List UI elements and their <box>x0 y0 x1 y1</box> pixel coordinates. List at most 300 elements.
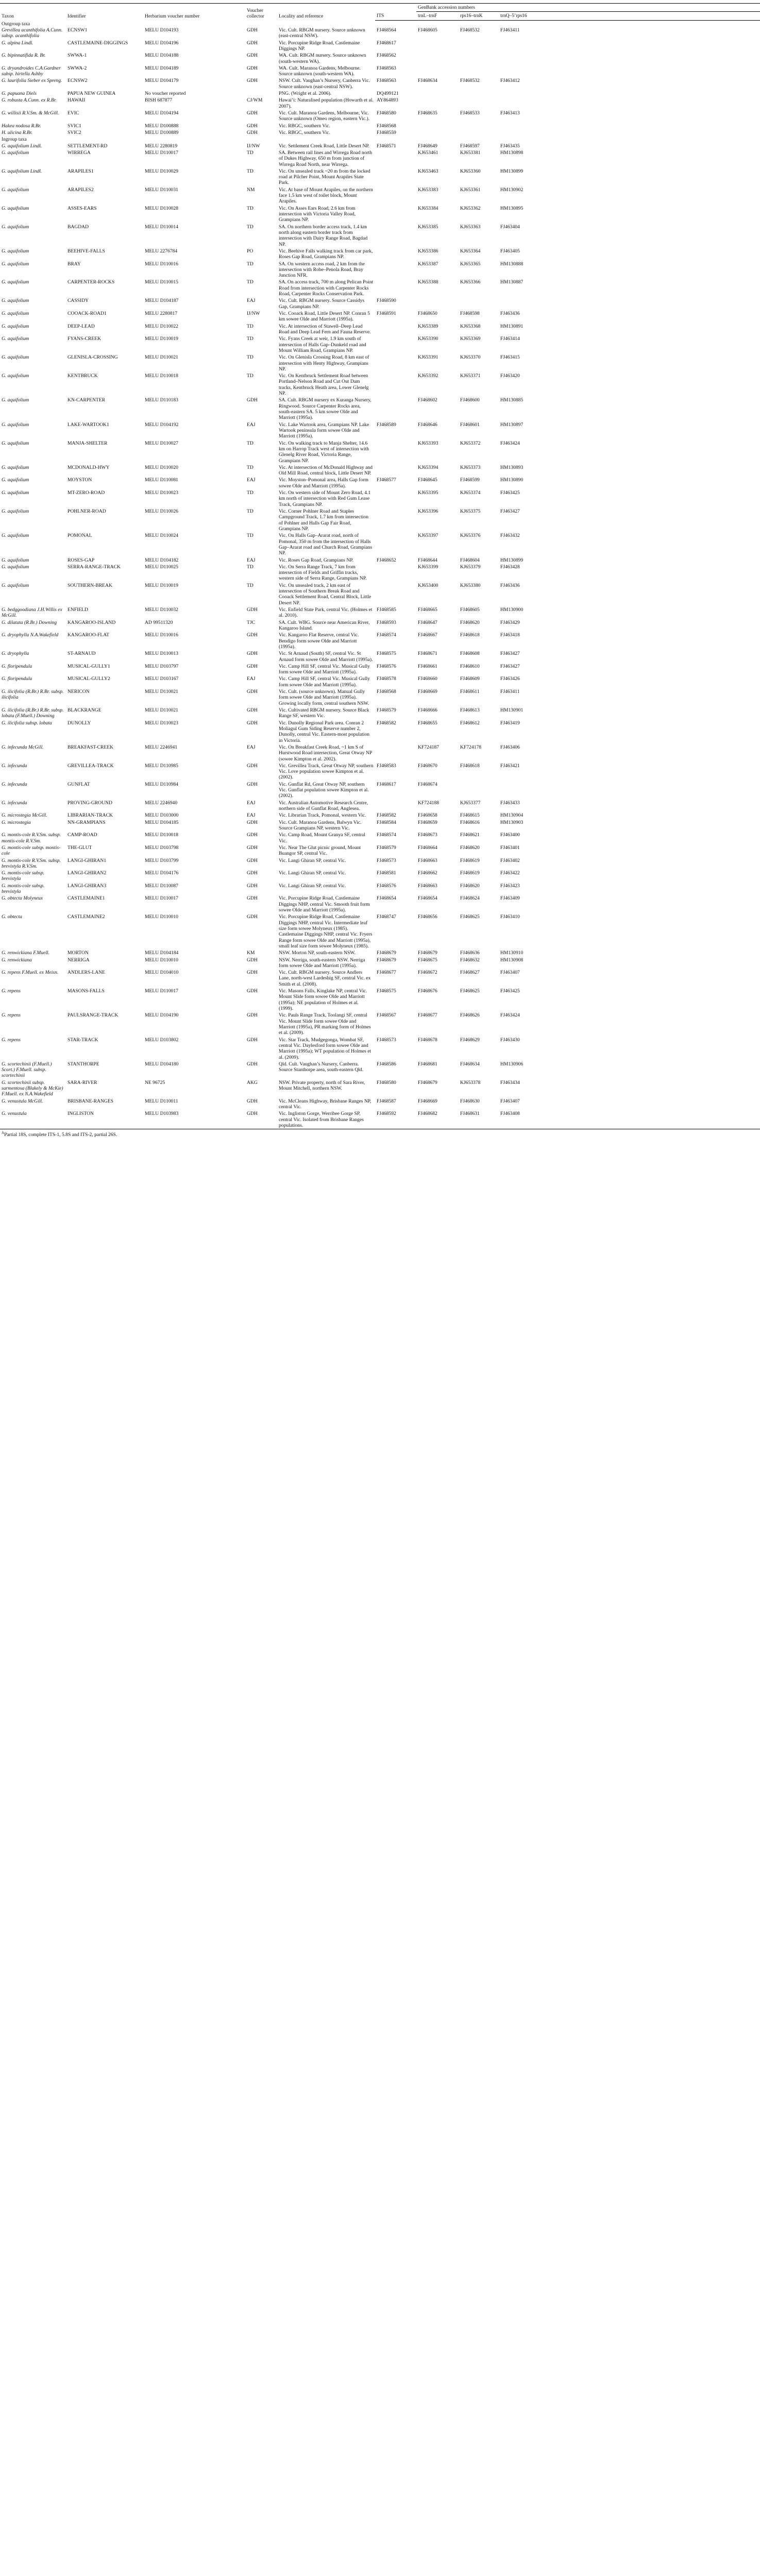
cell-herbarium: MELU D110025 <box>145 564 178 570</box>
cell-trnl: FJ468663 <box>418 883 437 889</box>
cell-taxon: G. montis-cole subsp. brevistyla <box>2 870 45 882</box>
cell-collector: PO <box>247 248 254 254</box>
table-row <box>0 27 760 40</box>
cell-rpsb: KJ653368 <box>460 323 481 329</box>
group-label: Ingroup taxa <box>2 137 27 143</box>
cell-taxon: G. robusta A.Cunn. ex R.Br. <box>2 97 57 104</box>
cell-collector: GDH <box>247 397 258 403</box>
cell-its: FJ468574 <box>377 832 396 838</box>
cell-locality: Vic. On Halls Gap–Ararat road, north of Pomonal, 350 m from the intersection of Halls Gap–Ararat road and Church Road, Grampians NP. <box>279 533 373 556</box>
cell-rpsb: FJ468597 <box>460 143 480 149</box>
cell-herbarium: MELU D103167 <box>145 676 179 682</box>
table-row <box>0 913 760 950</box>
cell-collector: GDH <box>247 895 258 902</box>
cell-trnl: FJ468645 <box>418 477 437 483</box>
cell-herbarium: MELU D110017 <box>145 895 178 902</box>
cell-its: FJ468568 <box>377 689 396 695</box>
cell-its: FJ468574 <box>377 632 396 638</box>
cell-trnl: KF724187 <box>418 744 440 750</box>
cell-trnq: FJ463407 <box>500 970 520 976</box>
cell-locality: Vic. Near The Glut picnic ground, Mount Buangor SP, central Vic. <box>279 844 361 857</box>
cell-trnl: FJ468646 <box>418 421 437 428</box>
cell-identifier: STAR-TRACK <box>67 1037 98 1043</box>
cell-collector: EAJ <box>247 557 256 563</box>
cell-its: FJ468567 <box>377 1012 396 1019</box>
cell-locality: Vic. At base of Mount Arapiles, on the northern face 1.5 km west of toilet block, Mount Arapiles. <box>279 187 373 205</box>
footnote-marker: A <box>2 1131 5 1136</box>
cell-identifier: LANGI-GHIRAN1 <box>67 857 107 863</box>
table-row <box>0 261 760 279</box>
cell-identifier: CASSIDY <box>67 298 89 304</box>
cell-rpsb <box>459 52 499 65</box>
cell-its: FJ468564 <box>377 27 396 33</box>
table-row <box>0 675 760 688</box>
cell-trnl: FJ468605 <box>418 27 437 33</box>
cell-rpsb: KJ653364 <box>460 248 481 254</box>
cell-identifier: GLENISLA-CROSSING <box>67 354 118 361</box>
cell-taxon: G. aquifolium <box>2 464 29 470</box>
cell-locality: Vic. On Glenisla Crossing Road, 8 km east of intersection with Henty Highway, Grampians NP. <box>279 354 369 372</box>
cell-trnl: FJ468667 <box>418 632 437 638</box>
cell-its <box>375 532 416 556</box>
cell-locality: Vic. RBGC, southern Vic. <box>279 129 330 135</box>
cell-locality: Vic. On Breakfast Creek Road, ~1 km S of Hurstwood Road intersection, Great Otway NP (sowee Kimpton et al. 2002). <box>279 744 372 762</box>
cell-trnl: FJ468650 <box>418 311 437 316</box>
table-row <box>0 310 760 323</box>
cell-identifier: NERRIGA <box>67 957 90 963</box>
cell-trnq: FJ463411 <box>500 27 520 33</box>
cell-rpsb: FJ468616 <box>460 819 480 825</box>
cell-locality: Vic. Porcupine Ridge Road, Castlemaine Diggings NP. <box>279 40 360 52</box>
cell-trnl: FJ468678 <box>418 1037 437 1043</box>
cell-trnl: FJ468677 <box>418 1012 437 1019</box>
cell-identifier: BAGDAD <box>67 224 89 230</box>
cell-its <box>375 440 416 464</box>
cell-locality: Vic. Cult. (source unknown). Manual Gully form sowee Olde and Marriott (1995a). Growing locally form, central southern NSW. <box>279 689 369 706</box>
cell-taxon: G. aquifolium <box>2 354 29 361</box>
cell-collector: GDH <box>247 988 258 994</box>
cell-herbarium: MELU D110985 <box>145 762 178 769</box>
cell-taxon: G. scortechinii (F.Muell.) Scort.) F.Muell. subsp. scortechinii <box>2 1061 52 1079</box>
cell-trnl: FJ468665 <box>418 607 437 613</box>
cell-herbarium: MELU D110016 <box>145 632 178 638</box>
cell-trnl: FJ468679 <box>418 1079 437 1086</box>
cell-identifier: BLACKRANGE <box>67 707 102 713</box>
table-row <box>0 1110 760 1129</box>
cell-herbarium: MELU D110019 <box>145 336 178 342</box>
cell-herbarium: MELU D110031 <box>145 187 178 193</box>
cell-rpsb: FJ468630 <box>460 1098 480 1104</box>
cell-trnl: KJ653393 <box>418 440 438 446</box>
cell-taxon: G. aquifolium <box>2 149 29 156</box>
table-row <box>0 619 760 632</box>
table-row <box>0 812 760 819</box>
cell-rpsb <box>459 97 499 110</box>
cell-trnl <box>416 52 459 65</box>
cell-rpsb: FJ468533 <box>460 110 480 116</box>
cell-rpsb: FJ468615 <box>460 812 480 819</box>
cell-trnq: HM130899 <box>500 168 523 174</box>
cell-its: FJ468617 <box>377 781 396 787</box>
header-row <box>0 4 760 12</box>
table-row <box>0 844 760 857</box>
cell-its: FJ468591 <box>377 311 396 316</box>
cell-trnq <box>499 40 760 53</box>
cell-identifier: DEEP-LEAD <box>67 323 95 329</box>
cell-herbarium: MELU D103000 <box>145 812 179 819</box>
cell-collector: TD <box>247 354 254 361</box>
cell-its: FJ468582 <box>377 812 396 819</box>
cell-taxon: G. aquifolium <box>2 336 29 342</box>
cell-identifier: ENFIELD <box>67 607 88 613</box>
cell-herbarium: MELU D110016 <box>145 261 178 267</box>
cell-locality: Vic. On Asses Ears Road, 2.6 km from intersection with Victoria Valley Road, Grampians NP. <box>279 205 356 223</box>
cell-its: FJ468580 <box>377 110 396 116</box>
cell-herbarium: MELU D110021 <box>145 354 178 361</box>
table-footnote <box>0 1129 760 1139</box>
cell-taxon: G. obtecta <box>2 914 22 920</box>
cell-identifier: HAWAII <box>67 97 86 104</box>
cell-taxon: G. bedggoodiana J.H.Willis ex McGill. <box>2 607 62 619</box>
cell-its <box>375 261 416 279</box>
cell-trnq: FJ463433 <box>500 800 520 806</box>
cell-trnl <box>416 40 459 53</box>
header-herbarium: Herbarium voucher number <box>143 4 245 21</box>
cell-collector: GDH <box>247 123 258 129</box>
cell-locality: Vic. On Serra Range Track, 7 km from intersection of Fields and Griffin tracks, western side of Serra Range, Grampians NP. <box>279 564 367 582</box>
cell-trnq: FJ463432 <box>500 533 520 539</box>
cell-trnq <box>499 129 760 136</box>
cell-taxon: G. renwickiana F.Muell. <box>2 950 49 956</box>
cell-locality: Vic. McCleans Highway, Brisbane Ranges NP, central Vic. <box>279 1098 371 1110</box>
cell-taxon: G. venustula McGill. <box>2 1098 43 1104</box>
cell-its: FJ468592 <box>375 1110 416 1129</box>
header-trnq: trnQ–5’rps16 <box>499 12 760 20</box>
cell-trnq: FJ463404 <box>500 224 520 230</box>
cell-rpsb: KJ653378 <box>460 1079 481 1086</box>
cell-herbarium: MELU D104187 <box>145 298 179 304</box>
cell-rpsb: FJ468612 <box>460 720 480 726</box>
table-row <box>0 781 760 800</box>
cell-taxon: G. aquifolium <box>2 557 29 563</box>
table-row <box>0 97 760 110</box>
cell-identifier: ARAPILES1 <box>67 168 94 174</box>
cell-herbarium: MELU D110021 <box>145 707 178 713</box>
cell-trnq <box>499 781 760 800</box>
cell-herbarium: MELU D103983 <box>143 1110 245 1129</box>
table-page <box>0 0 760 1139</box>
cell-trnl: FJ468666 <box>418 707 437 713</box>
table-row <box>0 421 760 440</box>
cell-trnq <box>499 65 760 78</box>
cell-trnl: KJ653397 <box>418 533 438 539</box>
cell-collector: EAJ <box>247 800 256 806</box>
cell-identifier: SERRA-RANGE-TRACK <box>67 564 121 570</box>
cell-taxon: G. dryophylla N.A.Wakefield <box>2 632 59 638</box>
cell-rpsb: FJ468601 <box>460 421 480 428</box>
cell-its <box>375 224 416 248</box>
cell-trnq <box>499 97 760 110</box>
cell-rpsb: FJ468634 <box>460 1061 480 1067</box>
cell-collector: GDH <box>247 957 258 963</box>
cell-trnl: KJ653384 <box>418 205 438 211</box>
cell-its: FJ468578 <box>377 676 396 682</box>
cell-rpsb: KJ653362 <box>460 205 481 211</box>
cell-taxon: G. aquifolium Lindl. <box>2 143 42 149</box>
cell-collector: GDH <box>247 78 258 84</box>
cell-collector: GDH <box>247 651 258 657</box>
cell-trnq: HM130910 <box>500 950 523 956</box>
cell-its: FJ468577 <box>377 477 396 483</box>
cell-identifier: LIBRARIAN-TRACK <box>67 812 113 819</box>
table-row <box>0 564 760 582</box>
cell-trnl: KJ653383 <box>418 187 438 193</box>
cell-herbarium: MELU D110984 <box>145 781 178 787</box>
cell-identifier: SETTLEMENT-RD <box>67 143 108 149</box>
table-row <box>0 800 760 812</box>
cell-identifier: MASONS-FALLS <box>67 988 105 994</box>
cell-trnq: FJ463419 <box>500 720 520 726</box>
cell-collector: EAJ <box>247 676 256 682</box>
cell-herbarium: BISH 687877 <box>145 97 173 104</box>
cell-collector: GDH <box>247 970 258 976</box>
cell-herbarium: MELU D100889 <box>145 129 179 135</box>
cell-rpsb <box>459 781 499 800</box>
cell-locality: Vic. Camp Road, Mount Granya SF, central Vic. <box>279 832 365 844</box>
cell-collector: GDH <box>247 1037 258 1043</box>
cell-rpsb: KJ653369 <box>460 336 481 342</box>
cell-trnq: HM130895 <box>500 205 523 211</box>
cell-herbarium: MELU D110027 <box>145 440 178 446</box>
cell-rpsb: KJ653379 <box>460 564 481 570</box>
header-taxon: Taxon <box>0 4 66 21</box>
cell-herbarium: MELU D104184 <box>145 950 179 956</box>
cell-herbarium: MELU D110029 <box>145 168 178 174</box>
table-row <box>0 143 760 149</box>
cell-trnq <box>499 90 760 97</box>
cell-rpsb: FJ468624 <box>460 895 480 902</box>
cell-identifier: INGLISTON <box>66 1110 143 1129</box>
cell-collector: GDH <box>247 53 258 59</box>
cell-identifier: PAPUA NEW GUINEA <box>67 91 116 97</box>
table-row <box>0 988 760 1012</box>
cell-collector: TD <box>247 323 254 329</box>
cell-its <box>375 744 416 762</box>
cell-taxon: G. scortechinii subsp. sarmentosa (Blakely & McKie) F.Muell. ex N.A.Wakefield <box>2 1079 63 1097</box>
cell-trnq: FJ463422 <box>500 870 520 876</box>
cell-trnq: FJ463406 <box>500 744 520 750</box>
cell-rpsb: FJ468618 <box>460 632 480 638</box>
cell-identifier: BRISBANE-RANGES <box>67 1098 114 1104</box>
cell-locality: Vic. Australian Automotive Research Centre, northern side of Gunflat Road, Anglesea. <box>279 800 368 811</box>
cell-trnl: FJ468647 <box>418 619 437 625</box>
table-row <box>0 720 760 744</box>
cell-its <box>375 800 416 812</box>
table-row <box>0 1079 760 1098</box>
cell-collector: GDH <box>247 663 258 669</box>
cell-herbarium: MELU D110019 <box>145 582 178 588</box>
cell-locality: Vic. Settlement Creek Road, Little Desert NP. <box>279 143 370 149</box>
cell-identifier: NN-GRAMPIANS <box>67 819 106 825</box>
cell-locality: Vic. Porcupine Ridge Road, Castlemaine Diggings NHP, central Vic. Intermediate leaf size form sowee Molyneux (1985). Castlemaine Diggings NHP, central Vic. Fryers Range form sowee Olde and Marriott (1995a), small leaf size form sowee Molyneux (1985). <box>279 914 373 949</box>
cell-trnq: FJ463427 <box>500 651 520 657</box>
group-label: Outgroup taxa <box>2 21 30 27</box>
cell-trnl: FJ468671 <box>418 651 437 657</box>
cell-its: FJ468583 <box>377 762 396 769</box>
cell-trnq: FJ463425 <box>500 988 520 994</box>
cell-trnq: FJ463401 <box>500 844 520 851</box>
cell-its: FJ468576 <box>377 883 396 889</box>
cell-rpsb: FJ468620 <box>460 619 480 625</box>
cell-trnq: FJ463430 <box>500 1037 520 1043</box>
cell-its: FJ468677 <box>377 970 396 976</box>
cell-herbarium: MELU D110011 <box>145 1098 178 1104</box>
table-row <box>0 129 760 136</box>
table-row <box>0 323 760 336</box>
cell-trnq: FJ463420 <box>500 373 520 379</box>
cell-locality: Vic. St Arnaud (South) SF, central Vic. St Arnaud form sowee Olde and Marriott (1995a). <box>279 651 373 663</box>
cell-rpsb <box>459 297 499 310</box>
cell-trnq: FJ463429 <box>500 619 520 625</box>
cell-taxon: G. aquifolium <box>2 564 29 570</box>
cell-locality: WA. Cult. Maranoa Gardens, Melbourne. Source unknown (south-western WA). <box>279 65 361 77</box>
cell-trnq: HM130904 <box>500 812 523 819</box>
cell-trnq: HM130887 <box>500 279 523 285</box>
table-row <box>0 688 760 707</box>
cell-locality: Vic. Cult. RBGM nursery. Source Andlers Lane, north-west Lardeshig SF, central Vic. ex Smith et al. (2008). <box>279 970 371 987</box>
cell-taxon: G. bipinnatifida R. Br. <box>2 53 46 59</box>
cell-locality: Vic. Langi Ghiran SP, central Vic. <box>279 870 346 876</box>
cell-trnl: KJ653385 <box>418 224 438 230</box>
cell-locality: Vic. Lake Wartook area, Grampians NP. Lake Wartook peninsula form sowee Olde and Marriott (1995a). <box>279 421 369 439</box>
cell-herbarium: MELU D104182 <box>145 557 179 563</box>
cell-trnl <box>416 97 459 110</box>
cell-collector: GDH <box>247 40 258 46</box>
cell-identifier: LANGI-GHIRAN3 <box>67 883 107 889</box>
cell-identifier: KENTBRUCK <box>67 373 98 379</box>
table-row <box>0 477 760 489</box>
cell-identifier: SARA-RIVER <box>67 1079 97 1086</box>
cell-herbarium: MELU D110081 <box>145 477 178 483</box>
cell-locality: SA. Cult. WBG. Source near American River, Kangaroo Island. <box>279 619 370 631</box>
cell-taxon: G. aquifolium <box>2 224 29 230</box>
cell-its: FJ468654 <box>377 895 396 902</box>
cell-its: FJ468579 <box>377 844 396 851</box>
cell-identifier: PAULSRANGE-TRACK <box>67 1012 119 1019</box>
cell-collector <box>245 90 277 97</box>
cell-its: FJ468679 <box>377 950 396 956</box>
cell-collector: AKG <box>247 1079 258 1086</box>
cell-locality: Vic. Camp Hill SF, central Vic. Musical Gully form sowee Olde and Marriott (1995a). <box>279 676 370 688</box>
cell-collector: GDH <box>247 819 258 825</box>
cell-collector: TD <box>247 440 254 446</box>
cell-collector: TD <box>247 336 254 342</box>
cell-identifier: CASTLEMAINE2 <box>67 914 105 920</box>
cell-taxon: G. aquifolium <box>2 440 29 446</box>
cell-identifier: CASTLEMAINE1 <box>67 895 105 902</box>
cell-collector: TD <box>247 279 254 285</box>
cell-herbarium: AD 99511320 <box>145 619 173 625</box>
cell-collector: TD <box>247 168 254 174</box>
cell-trnl: FJ468654 <box>418 895 437 902</box>
cell-identifier: SVIC1 <box>67 123 81 129</box>
cell-rpsb: FJ468625 <box>460 914 480 920</box>
cell-locality: SA. Between rail lines and Wirrega Road north of Dukes Highway, 650 m from junction of Wirrega Road North, near Wirrega. <box>279 149 373 167</box>
cell-collector: GDH <box>247 720 258 726</box>
cell-its <box>375 168 416 187</box>
cell-trnq: FJ463410 <box>500 914 520 920</box>
cell-its <box>375 489 416 508</box>
cell-rpsb: FJ468626 <box>460 1012 480 1019</box>
cell-rpsb: FJ468609 <box>460 676 480 682</box>
cell-collector: EAJ <box>247 477 256 483</box>
cell-herbarium: MELU D104192 <box>145 421 179 428</box>
cell-rpsb: FJ468631 <box>459 1110 499 1129</box>
cell-trnq: FJ463411 <box>500 689 520 695</box>
cell-taxon: G. aquifolium <box>2 205 29 211</box>
cell-trnq: HM130891 <box>500 323 523 329</box>
cell-identifier: ROSES-GAP <box>67 557 95 563</box>
cell-trnq <box>499 52 760 65</box>
cell-herbarium: MELU D104189 <box>145 65 179 71</box>
cell-rpsb: KJ653374 <box>460 490 481 496</box>
cell-its: FJ468585 <box>377 607 396 613</box>
cell-herbarium: MELU D110021 <box>145 689 178 695</box>
cell-locality: Vic. Cooack Road, Little Desert NP. Conran 5 km sowee Olde and Marriott (1995a). <box>279 311 370 323</box>
cell-trnl: FJ468675 <box>418 957 437 963</box>
cell-rpsb <box>459 129 499 136</box>
cell-trnq: FJ463421 <box>500 762 520 769</box>
cell-locality: Vic. On unsealed track ~20 m from the locked road at Pilcher Point, Mount Arapiles State Park. <box>279 168 370 186</box>
cell-rpsb: FJ468599 <box>460 477 480 483</box>
cell-taxon: G. repens <box>2 988 21 994</box>
table-row <box>0 663 760 676</box>
cell-herbarium: MELU D110014 <box>145 224 178 230</box>
cell-taxon: G. aquifolium <box>2 373 29 379</box>
cell-identifier: MT-ZERO-ROAD <box>67 490 105 496</box>
cell-trnq: FJ463425 <box>500 490 520 496</box>
footnote-text: Partial 18S, complete ITS-1, 5.8S and ITS-2, partial 26S. <box>4 1132 117 1138</box>
cell-identifier: BREAKFAST-CREEK <box>67 744 114 750</box>
cell-rpsb: KJ653380 <box>460 582 481 588</box>
cell-identifier: KANGAROO-FLAT <box>67 632 110 638</box>
cell-taxon: G. aquifolium <box>2 490 29 496</box>
cell-identifier: GUNFLAT <box>67 781 90 787</box>
cell-herbarium: MELU 2276784 <box>145 248 178 254</box>
cell-collector: GDH <box>247 707 258 713</box>
cell-locality: Vic. Roses Gap Road, Grampians NP. <box>279 557 353 563</box>
cell-taxon: G. aquifolium <box>2 311 29 316</box>
cell-collector: IJ/NW <box>247 143 260 149</box>
cell-taxon: G. infecunda <box>2 781 27 787</box>
cell-locality: Vic. At intersection of Stawell–Deep Lead Road and Deep Lead Fern and Fauna Reserve. <box>279 323 371 335</box>
cell-trnl: FJ468682 <box>416 1110 459 1129</box>
table-row <box>0 489 760 508</box>
table-row <box>0 205 760 224</box>
cell-rpsb: KJ653361 <box>460 187 481 193</box>
cell-trnq: HM130890 <box>500 477 523 483</box>
table-row <box>0 397 760 421</box>
cell-rpsb: FJ468629 <box>460 1037 480 1043</box>
cell-rpsb: FJ468610 <box>460 663 480 669</box>
cell-identifier: PROVING-GROUND <box>67 800 112 806</box>
cell-locality: Vic. Star Track, Mudgegonga, Wombat SF, central Vic. Daylesford form sowee Olde and Marriott (1995a); WT population of Holmes et al. (2009). <box>279 1037 371 1060</box>
table-row <box>0 969 760 988</box>
table-row <box>0 440 760 464</box>
cell-its <box>375 397 416 421</box>
cell-its: DQ499121 <box>377 91 399 97</box>
cell-trnq: HM130906 <box>500 1061 523 1067</box>
